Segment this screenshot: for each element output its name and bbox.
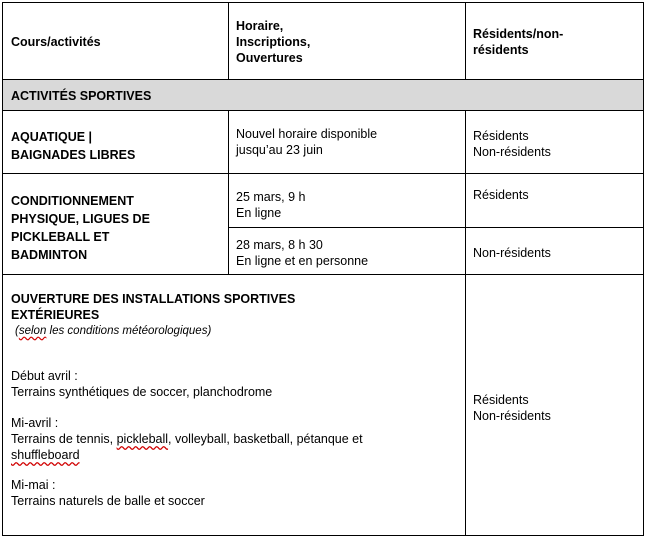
conditionnement-name-1: CONDITIONNEMENT [11, 194, 134, 208]
exterieures-p1-label: Début avril : [11, 369, 78, 383]
exterieures-p3-text: Terrains naturels de balle et soccer [11, 494, 205, 508]
exterieures-p2-shuffleboard: shuffleboard [11, 448, 80, 462]
exterieures-p2-text-a: Terrains de tennis, [11, 432, 117, 446]
exterieures-title-2: EXTÉRIEURES [11, 308, 100, 322]
exterieures-residents-1: Résidents [473, 393, 529, 407]
exterieures-p2-text-c: , volleyball, basketball, pétanque et [168, 432, 363, 446]
header-cell-activities [2, 2, 229, 80]
header-activities-label: Cours/activités [11, 35, 101, 49]
conditionnement-sub1-2: En ligne [236, 206, 282, 220]
exterieures-p2-pickleball: pickleball [116, 432, 169, 446]
conditionnement-sub2-2: En ligne et en personne [236, 254, 369, 268]
conditionnement-sub1-1: 25 mars, 9 h [236, 190, 306, 204]
section-title: ACTIVITÉS SPORTIVES [11, 89, 152, 103]
conditionnement-residents-cell-1 [465, 173, 644, 228]
header-schedule-label-1: Horaire, [236, 19, 284, 33]
header-cell-residents [465, 2, 644, 80]
conditionnement-schedule-cell-2 [228, 227, 466, 275]
conditionnement-sub1-residents: Résidents [473, 188, 529, 202]
exterieures-p2-label: Mi-avril : [11, 416, 59, 430]
exterieures-residents-2: Non-résidents [473, 409, 551, 423]
exterieures-p1-text: Terrains synthétiques de soccer, planchodrome [11, 385, 273, 399]
exterieures-p2-text [11, 431, 363, 447]
conditionnement-residents-cell-2 [465, 227, 644, 275]
aquatique-schedule-2: jusqu’au 23 juin [236, 143, 323, 157]
conditionnement-name-2: PHYSIQUE, LIGUES DE [11, 212, 150, 226]
aquatique-residents-2: Non-résidents [473, 145, 551, 159]
conditionnement-name-3: PICKLEBALL ET [11, 230, 110, 244]
exterieures-note-rest: les conditions météorologiques) [46, 325, 212, 337]
aquatique-name-1: AQUATIQUE | [11, 130, 93, 144]
aquatique-name-cell [2, 110, 229, 174]
header-residents-label-2: résidents [473, 43, 529, 57]
exterieures-title-1: OUVERTURE DES INSTALLATIONS SPORTIVES [11, 292, 296, 306]
conditionnement-name-cell [2, 173, 229, 275]
conditionnement-sub2-residents: Non-résidents [473, 246, 551, 260]
conditionnement-sub2-1: 28 mars, 8 h 30 [236, 238, 323, 252]
aquatique-residents-1: Résidents [473, 129, 529, 143]
schedule-table [2, 2, 644, 536]
exterieures-note: (selon les conditions météorologiques) [15, 325, 212, 337]
aquatique-name-2: BAIGNADES LIBRES [11, 148, 136, 162]
header-schedule-label-3: Ouvertures [236, 51, 303, 65]
aquatique-residents-cell [465, 110, 644, 174]
aquatique-schedule-cell [228, 110, 466, 174]
section-header-row [2, 79, 644, 111]
header-residents-label-1: Résidents/non- [473, 27, 564, 41]
header-cell-schedule [228, 2, 466, 80]
exterieures-residents-cell [465, 274, 644, 536]
conditionnement-name-4: BADMINTON [11, 248, 88, 262]
header-schedule-label-2: Inscriptions, [236, 35, 311, 49]
exterieures-note-word: selon [18, 325, 47, 337]
exterieures-details-cell [2, 274, 466, 536]
aquatique-schedule-1: Nouvel horaire disponible [236, 127, 378, 141]
exterieures-p3-label: Mi-mai : [11, 478, 56, 492]
conditionnement-schedule-cell-1 [228, 173, 466, 228]
